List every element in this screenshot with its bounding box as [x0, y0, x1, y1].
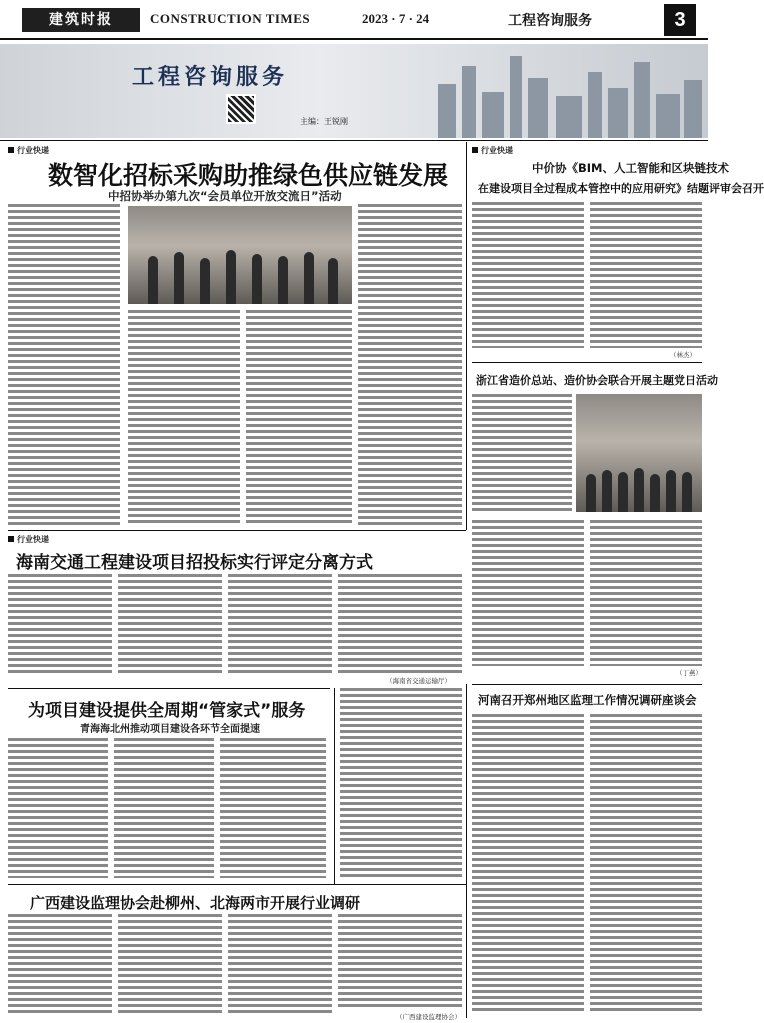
article-body — [590, 714, 702, 1014]
divider — [8, 884, 466, 885]
article-body — [118, 574, 222, 674]
article-body — [8, 914, 112, 1014]
article-body — [590, 202, 702, 348]
article-headline: 中价协《BIM、人工智能和区块链技术 — [532, 161, 729, 175]
article-body — [338, 914, 462, 1010]
article-body — [8, 738, 108, 878]
qr-code-icon — [226, 94, 256, 124]
article-signature: （广西建设监理协会） — [396, 1013, 461, 1021]
article-body — [8, 574, 112, 674]
article-body — [472, 202, 584, 348]
divider — [472, 684, 702, 685]
article-headline: 为项目建设提供全周期“管家式”服务 — [28, 701, 306, 721]
divider — [8, 530, 466, 531]
english-title: CONSTRUCTION TIMES — [150, 11, 311, 26]
article-tag: 行业快递 — [8, 145, 49, 156]
newspaper-logo: 建筑时报 — [22, 8, 140, 32]
article-headline: 广西建设监理协会赴柳州、北海两市开展行业调研 — [30, 894, 361, 912]
article-body — [8, 204, 120, 526]
article-body — [472, 394, 572, 512]
article-headline: 浙江省造价总站、造价协会联合开展主题党日活动 — [476, 374, 718, 387]
masthead — [0, 0, 708, 40]
article-subhead: 青海海北州推动项目建设各环节全面提速 — [80, 724, 260, 735]
article-body — [114, 738, 214, 878]
article-body — [118, 914, 222, 1014]
city-skyline-icon — [418, 44, 708, 138]
column-divider — [466, 142, 467, 530]
article-body — [472, 714, 584, 1014]
article-body — [472, 520, 584, 666]
article-photo — [128, 206, 352, 304]
divider — [472, 362, 702, 363]
article-signature: （林杰） — [670, 351, 696, 359]
article-tag: 行业快递 — [8, 534, 49, 545]
article-subhead: 中招协举办第九次“会员单位开放交流日”活动 — [108, 189, 342, 203]
issue-date: 2023 · 7 · 24 — [362, 11, 430, 26]
article-headline: 数智化招标采购助推绿色供应链发展 — [48, 161, 449, 190]
article-signature: （丁燕） — [676, 669, 702, 677]
article-body — [228, 914, 332, 1014]
divider — [8, 688, 330, 689]
article-body — [228, 574, 332, 674]
article-body — [128, 310, 240, 526]
page-number: 3 — [664, 4, 696, 36]
section-banner — [0, 44, 708, 138]
article-photo — [576, 394, 702, 512]
article-tag: 行业快递 — [472, 145, 513, 156]
article-body — [358, 204, 462, 526]
article-signature: （海南省交通运输厅） — [386, 677, 451, 685]
divider — [0, 140, 708, 141]
article-body — [220, 738, 326, 878]
column-divider — [466, 684, 467, 1018]
article-body — [246, 310, 352, 526]
article-body — [338, 574, 462, 674]
column-divider — [334, 688, 335, 884]
article-headline: 海南交通工程建设项目招投标实行评定分离方式 — [16, 553, 373, 573]
article-body — [590, 520, 702, 666]
section-title: 工程咨询服务 — [508, 13, 592, 29]
banner-title: 工程咨询服务 — [132, 65, 289, 90]
article-body — [340, 688, 462, 878]
article-headline: 在建设项目全过程成本管控中的应用研究》结题评审会召开 — [478, 182, 764, 195]
editor-credit: 主编：王锐刚 — [300, 117, 348, 126]
article-headline: 河南召开郑州地区监理工作情况调研座谈会 — [478, 693, 697, 707]
